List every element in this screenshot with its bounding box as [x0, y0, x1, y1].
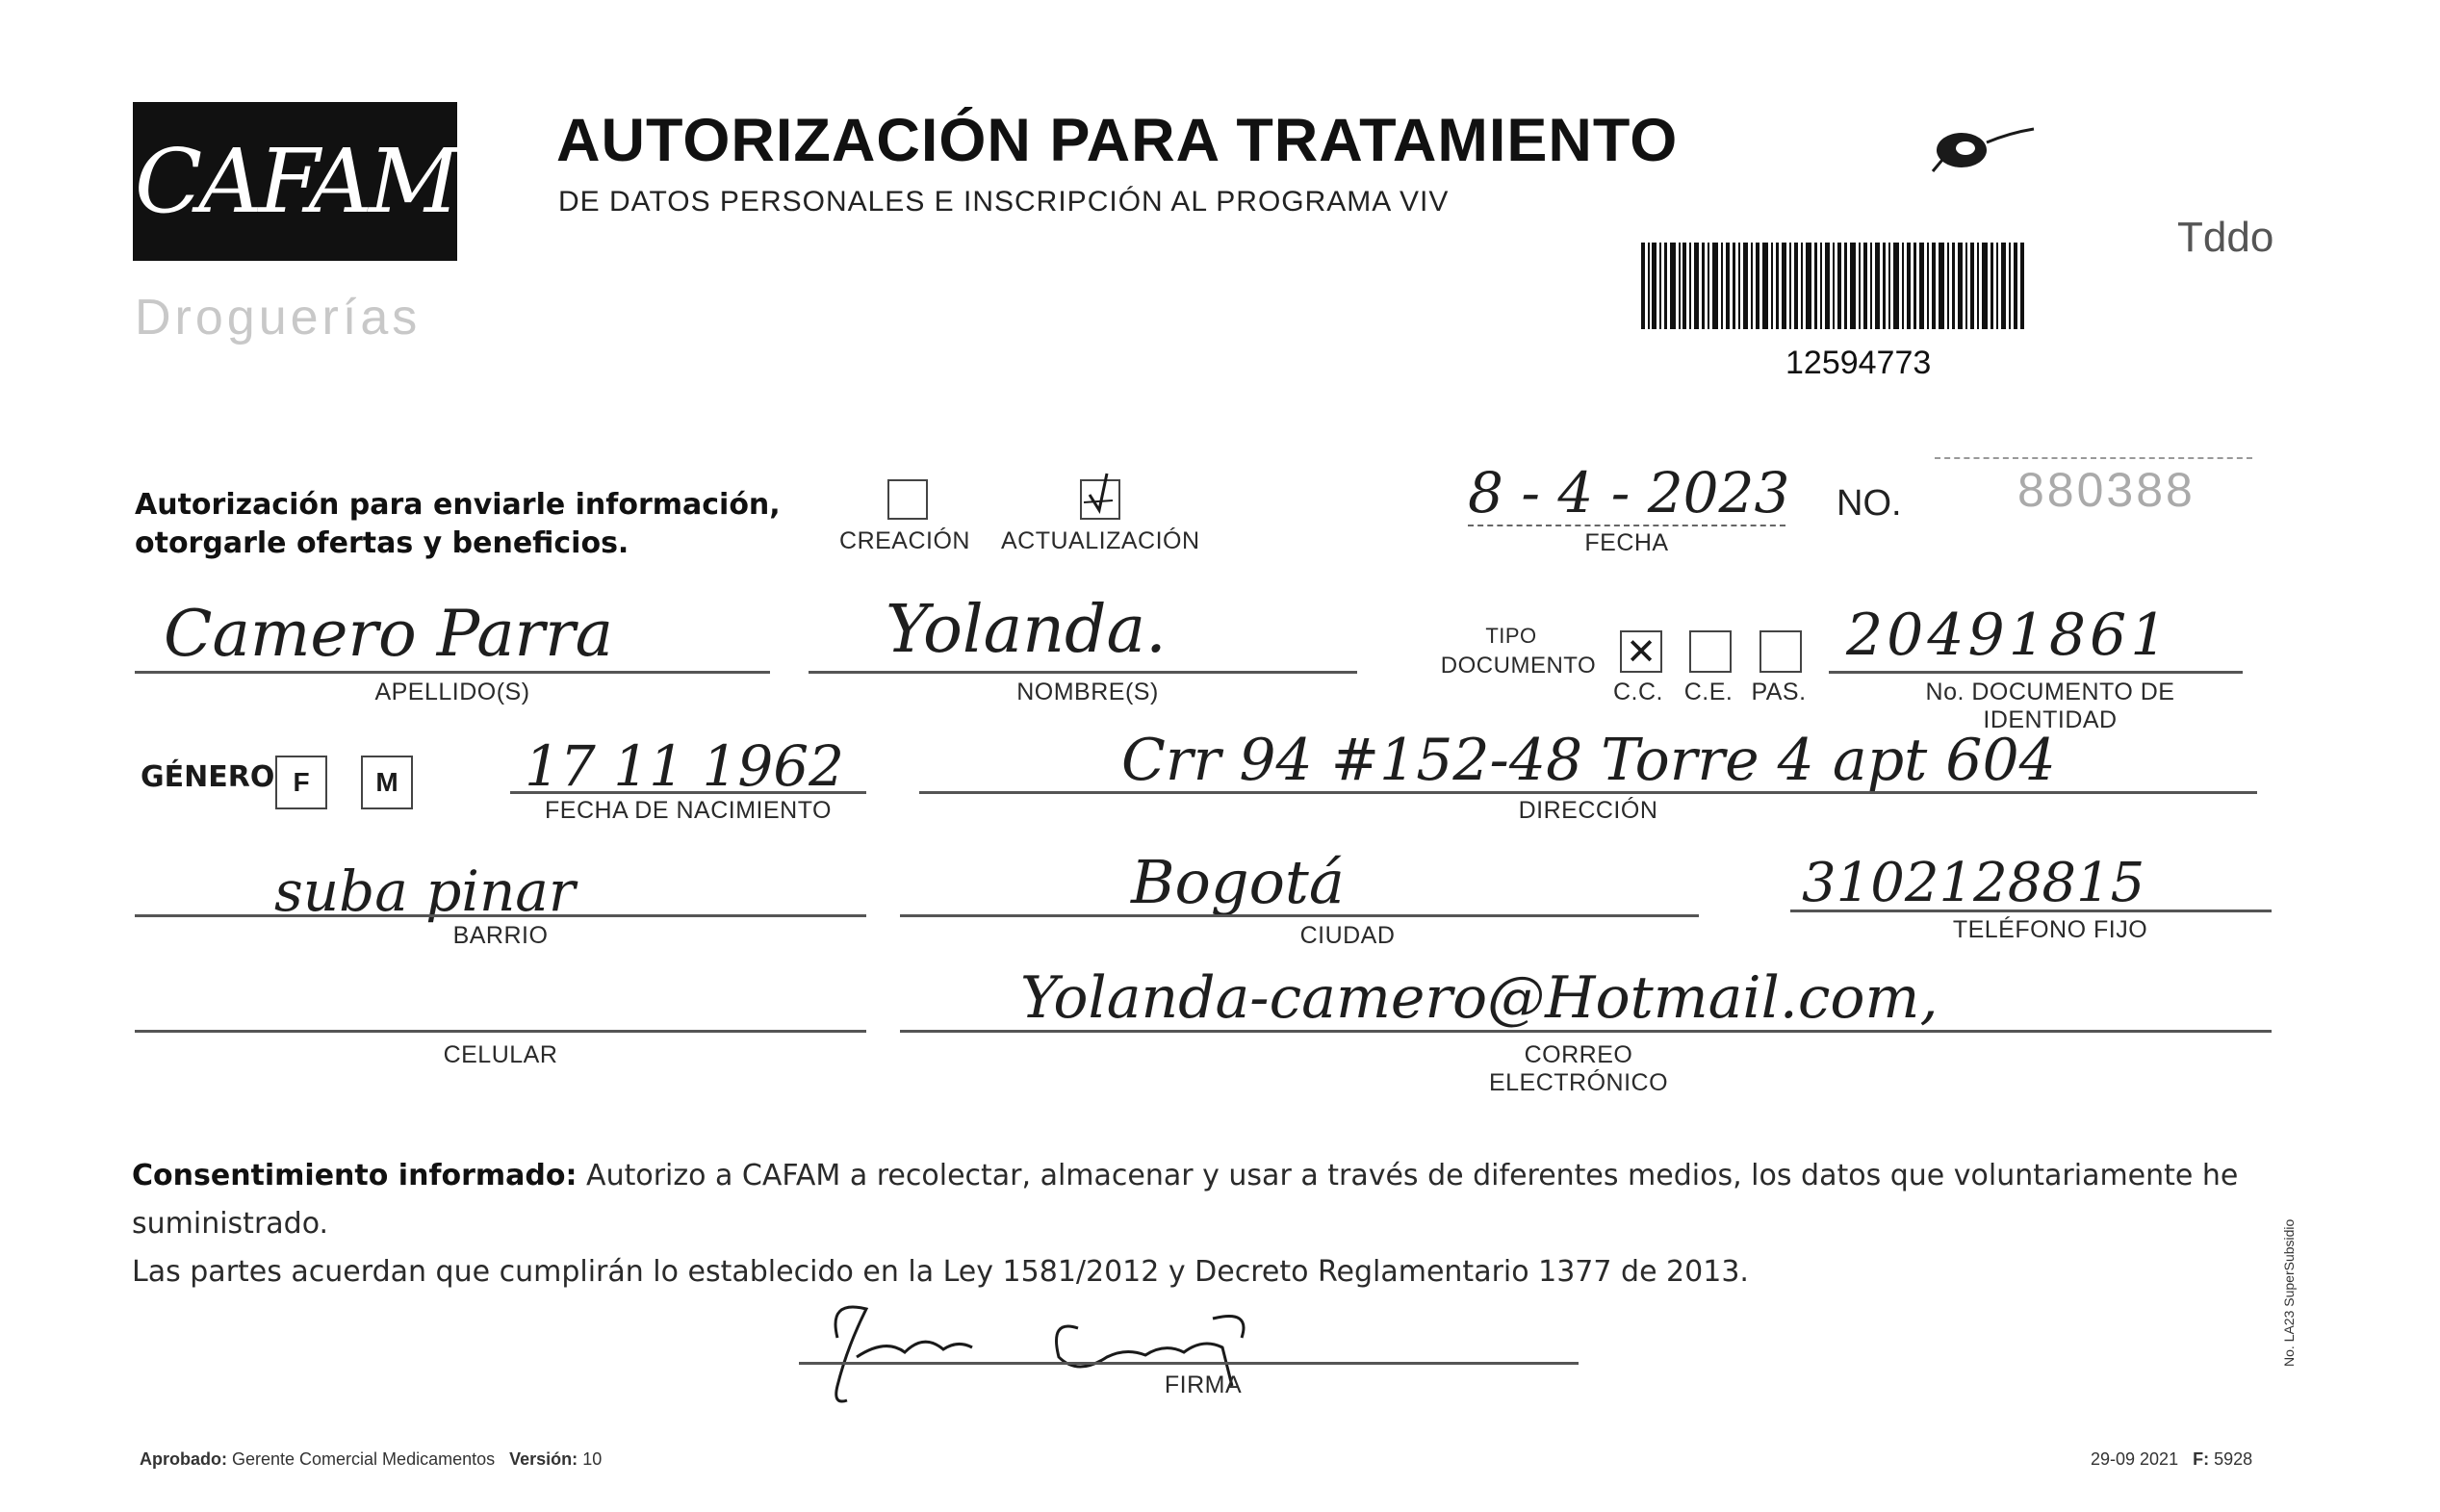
form-subtitle: DE DATOS PERSONALES E INSCRIPCIÓN AL PROGRAMA VIV [558, 186, 1450, 218]
ciudad-line [900, 914, 1699, 917]
logo-subtitle: Droguerías [135, 290, 422, 346]
stamp-text: Tddo [2177, 214, 2274, 261]
ce-checkbox[interactable] [1689, 630, 1732, 673]
checkmark-icon [1080, 472, 1117, 520]
aprobado-label: Aprobado: [140, 1449, 227, 1469]
pas-checkbox[interactable] [1759, 630, 1802, 673]
nombres-label: NOMBRE(S) [1016, 679, 1159, 705]
barrio-line [135, 914, 866, 917]
creacion-checkbox[interactable] [887, 479, 928, 520]
nacimiento-value: 17 11 1962 [525, 733, 845, 799]
consent-text [132, 1152, 2288, 1296]
telefono-line [1790, 910, 2272, 912]
cc-label: C.C. [1613, 679, 1663, 705]
fecha-value: 8 - 4 - 2023 [1468, 460, 1790, 525]
no-value: 880388 [2017, 463, 2196, 517]
fecha-line [1468, 525, 1785, 526]
nombres-value: Yolanda. [886, 592, 1167, 668]
documento-line [1829, 671, 2243, 674]
cc-checkbox[interactable]: ✕ [1620, 630, 1662, 673]
authorization-text [135, 486, 828, 563]
genero-m-box[interactable]: M [361, 756, 413, 809]
nacimiento-line [510, 791, 866, 794]
signature-label: FIRMA [1164, 1371, 1243, 1398]
ce-label: C.E. [1683, 679, 1734, 705]
authorization-line-1: Autorización para enviarle información, [135, 488, 781, 522]
tipo-label: TIPO [1485, 624, 1537, 648]
nombres-line [809, 671, 1357, 674]
telefono-label: TELÉFONO FIJO [1952, 916, 2148, 943]
barcode [1641, 243, 2026, 329]
version-label: Versión: [509, 1449, 578, 1469]
logo-text: CAFAM [134, 130, 456, 233]
barrio-label: BARRIO [452, 922, 549, 949]
direccion-value: Crr 94 #152-48 Torre 4 apt 604 [1121, 727, 2056, 794]
actualizacion-checkbox[interactable] [1080, 479, 1120, 520]
actualizacion-label: ACTUALIZACIÓN [1001, 527, 1200, 554]
direccion-line [919, 791, 2257, 794]
documento-value: 20491861 [1846, 602, 2171, 669]
consent-line-1: Autorizo a CAFAM a recolectar, almacenar y usar a través de diferentes medios, los datos que voluntariamente he suministrado. [132, 1159, 2239, 1241]
signature-drawing [789, 1280, 1367, 1415]
consent-title: Consentimiento informado: [132, 1159, 578, 1192]
barcode-number: 12594773 [1785, 345, 1932, 381]
documento-label: DOCUMENTO [1440, 653, 1597, 679]
form-title: AUTORIZACIÓN PARA TRATAMIENTO [556, 107, 1679, 174]
footer-date: 29-09 2021 [2091, 1449, 2179, 1469]
consent-line-2: Las partes acuerdan que cumplirán lo establecido en la Ley 1581/2012 y Decreto Reglamentario 1377 de 2013. [132, 1255, 1749, 1289]
side-vertical-text: No. LA23 SuperSubsidio [2281, 1218, 2297, 1367]
correo-value: Yolanda-camero@Hotmail.com, [1020, 964, 1939, 1032]
no-line [1935, 457, 2252, 459]
footer-code [2091, 1449, 2252, 1470]
no-label: NO. [1836, 483, 1902, 524]
correo-label: CORREO ELECTRÓNICO [1488, 1041, 1669, 1096]
direccion-label: DIRECCIÓN [1518, 797, 1658, 824]
barrio-value: suba pinar [274, 859, 576, 924]
footer-f-label: F: [2193, 1449, 2210, 1469]
genero-f-box[interactable]: F [275, 756, 327, 809]
apellidos-label: APELLIDO(S) [374, 679, 530, 705]
apellidos-value: Camero Parra [164, 597, 613, 671]
ink-mark-icon [1923, 114, 2039, 181]
documento-id-label: No. DOCUMENTO DE IDENTIDAD [1925, 679, 2175, 733]
telefono-value: 3102128815 [1802, 852, 2145, 914]
creacion-label: CREACIÓN [839, 527, 970, 554]
signature-line [799, 1362, 1579, 1365]
fecha-label: FECHA [1584, 529, 1669, 556]
authorization-line-2: otorgarle ofertas y beneficios. [135, 526, 629, 560]
celular-label: CELULAR [443, 1041, 558, 1068]
footer-f-value: 5928 [2214, 1449, 2253, 1469]
ciudad-value: Bogotá [1131, 847, 1345, 917]
genero-label: GÉNERO [141, 760, 275, 794]
nacimiento-label: FECHA DE NACIMIENTO [545, 797, 832, 824]
ciudad-label: CIUDAD [1299, 922, 1396, 949]
aprobado-value: Gerente Comercial Medicamentos [232, 1449, 496, 1469]
cafam-logo [133, 102, 457, 261]
celular-line [135, 1030, 866, 1033]
correo-line [900, 1030, 2272, 1033]
version-value: 10 [582, 1449, 603, 1469]
pas-label: PAS. [1751, 679, 1807, 705]
footer-approval [140, 1449, 602, 1470]
apellidos-line [135, 671, 770, 674]
